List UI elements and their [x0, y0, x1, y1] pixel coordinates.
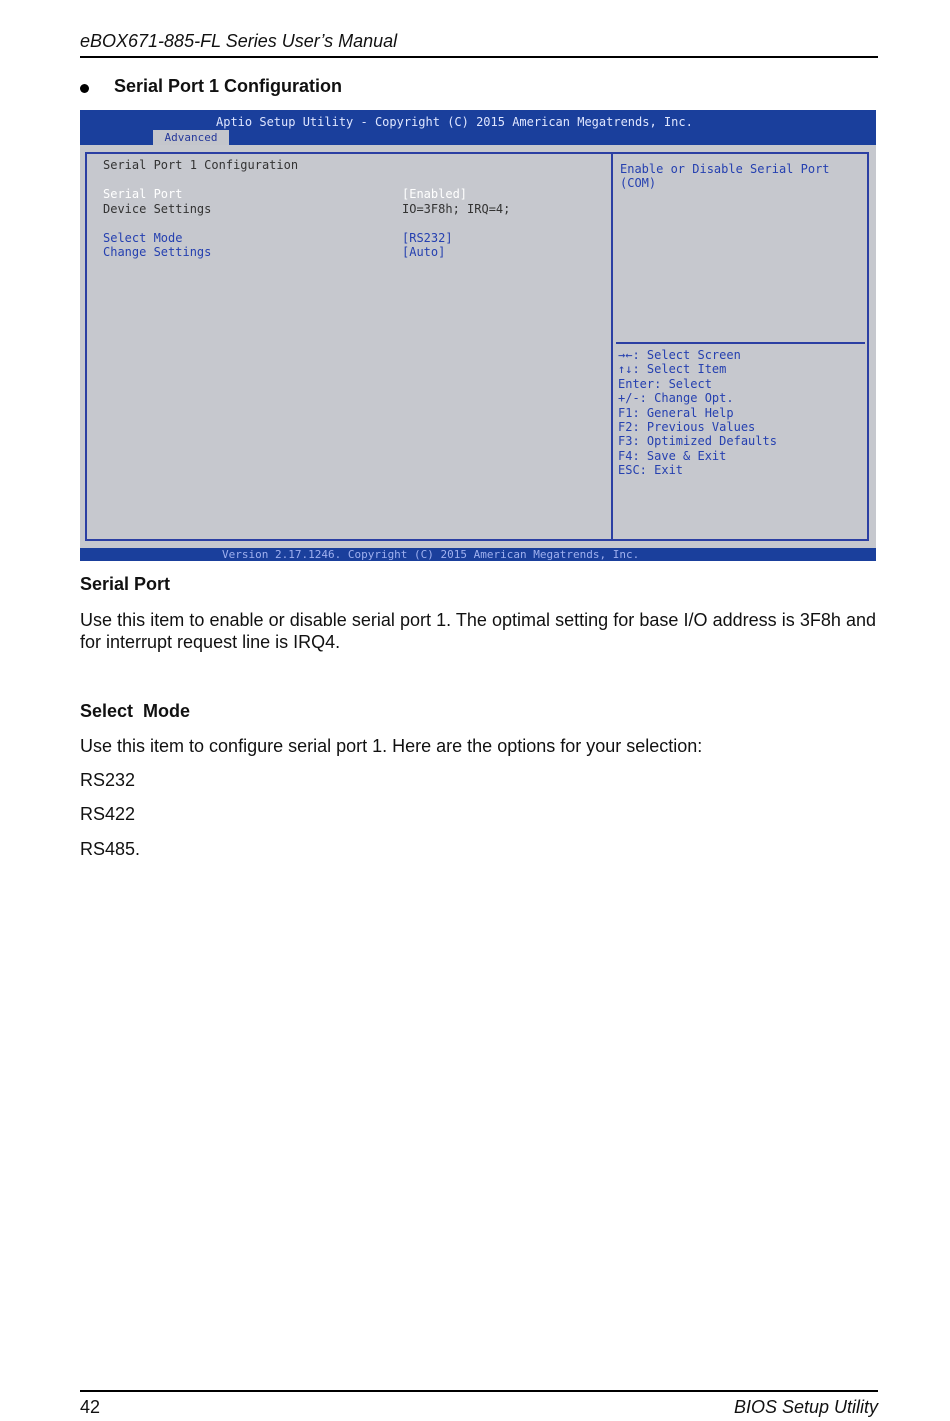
bios-key-item: ↑↓: Select Item — [618, 362, 727, 377]
bios-item-label: Select Mode — [103, 231, 183, 245]
bios-item-label: Serial Port — [103, 187, 183, 201]
serial-port-description: Use this item to enable or disable serial port 1. The optimal setting for base I/O address is 3F8h and for interrupt request line is IRQ4. — [80, 610, 876, 652]
bios-title: Aptio Setup Utility - Copyright (C) 2015 American Megatrends, Inc. — [216, 115, 693, 129]
running-header — [80, 30, 878, 58]
option-rs232: RS232 — [80, 770, 136, 790]
bios-page-title: Serial Port 1 Configuration — [103, 158, 299, 172]
option-rs422: RS422 — [80, 804, 136, 824]
bios-tab-advanced[interactable]: Advanced — [153, 130, 229, 145]
bios-item-label: Change Settings — [103, 245, 212, 259]
bios-item-serial-port[interactable] — [103, 187, 593, 203]
serial-port-heading: Serial Port — [80, 574, 171, 594]
bios-item-value: [RS232] — [402, 231, 453, 245]
bios-screenshot — [80, 110, 876, 561]
page-footer — [80, 1390, 878, 1421]
bullet-icon — [80, 84, 89, 93]
bios-body — [80, 145, 876, 548]
bios-item-value: [Auto] — [402, 245, 446, 259]
select-mode-heading: Select Mode — [80, 701, 191, 721]
bios-help-divider — [616, 342, 865, 344]
bios-key-item: F3: Optimized Defaults — [618, 434, 777, 449]
bios-key-item: Enter: Select — [618, 376, 712, 391]
manual-title: eBOX671-885-FL Series User’s Manual — [80, 31, 398, 51]
bios-key-legend — [618, 348, 858, 478]
bios-item-label: Device Settings — [103, 202, 212, 216]
bios-key-item: →←: Select Screen — [618, 348, 741, 362]
bios-help-text: Enable or Disable Serial Port (COM) — [620, 162, 830, 190]
option-rs485: RS485. — [80, 839, 141, 859]
bios-key-item: F1: General Help — [618, 405, 734, 420]
bios-key-item: F2: Previous Values — [618, 419, 756, 434]
bios-key-item: F4: Save & Exit — [618, 448, 727, 463]
bios-item-value: [Enabled] — [402, 187, 468, 201]
select-mode-description: Use this item to configure serial port 1. Here are the options for your selection: — [80, 736, 703, 756]
bios-item-device-settings — [103, 202, 593, 218]
bios-key-item: +/-: Change Opt. — [618, 391, 734, 406]
bios-version-bar — [80, 548, 876, 561]
footer-section-name: BIOS Setup Utility — [733, 1397, 878, 1417]
bios-key-item: ESC: Exit — [618, 463, 684, 478]
bios-item-change-settings[interactable] — [103, 245, 593, 261]
bios-item-value: IO=3F8h; IRQ=4; — [402, 202, 511, 216]
page-number: 42 — [80, 1397, 101, 1417]
section-heading-text: Serial Port 1 Configuration — [114, 76, 343, 96]
bios-divider — [611, 152, 613, 541]
bios-version: Version 2.17.1246. Copyright (C) 2015 American Megatrends, Inc. — [222, 548, 640, 561]
bios-title-bar — [80, 110, 876, 145]
